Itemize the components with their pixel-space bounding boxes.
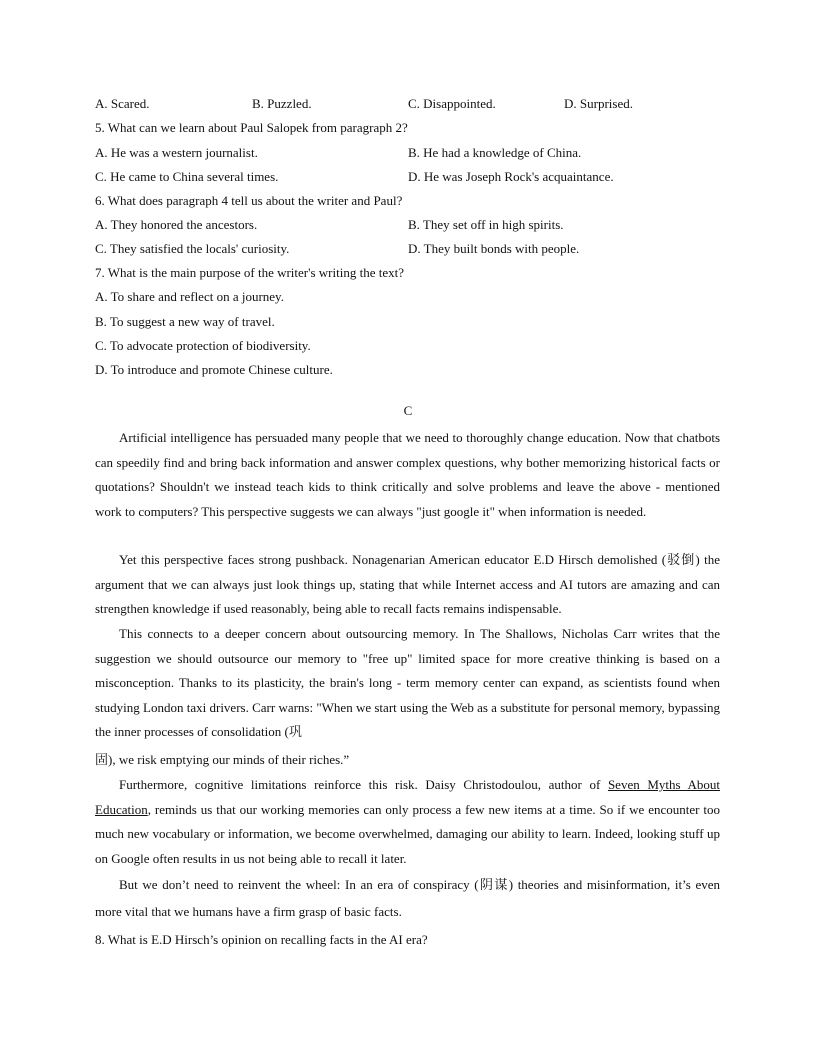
section-heading: C [403,403,413,418]
passage-paragraph-3: This connects to a deeper concern about outsourcing memory. In The Shallows, Nicholas Carr writes that the suggestion we should outsource our memory to "free up" limited space for more creative thinking is based on a misconception. Thanks to its plasticity, the brain's long - term memory center can expand, as scientists found when studying London taxi drivers. Carr warns: "When we start using the Web as a substitute for personal memory, bypassing the inner processes of consolidation (巩 [95,626,720,739]
q5-option-d: D. He was Joseph Rock's acquaintance. [408,169,614,184]
q6-option-a: A. They honored the ancestors. [95,217,258,232]
q5-option-a: A. He was a western journalist. [95,145,258,160]
passage-paragraph-3-continued: 固), we risk emptying our minds of their riches.” [95,752,350,767]
q7-option-d: D. To introduce and promote Chinese culture. [95,362,333,377]
q5-question: 5. What can we learn about Paul Salopek from paragraph 2? [95,120,408,135]
q6-option-c: C. They satisfied the locals' curiosity. [95,241,290,256]
q4-option-c: C. Disappointed. [408,96,496,111]
q4-option-a: A. Scared. [95,96,150,111]
paragraph-4-lead: Furthermore, cognitive limitations reinforce this risk. Daisy Christodoulou, author of [119,777,608,792]
paragraph-4-rest: , reminds us that our working memories can only process a few new items at a time. So if we encounter too much new vocabulary or information, we become overwhelmed, damaging our ability to learn. Indeed, looking stuff up on Google often results in us not being able to recall it later. [95,801,720,866]
q6-option-b: B. They set off in high spirits. [408,217,564,232]
passage-paragraph-4 [95,773,720,871]
passage-paragraph-5: But we don’t need to reinvent the wheel: In an era of conspiracy (阴谋) theories and misinformation, it’s even more vital that we humans have a firm grasp of basic facts. [95,877,720,919]
q6-question: 6. What does paragraph 4 tell us about the writer and Paul? [95,193,403,208]
q7-question: 7. What is the main purpose of the writer's writing the text? [95,265,404,280]
q4-option-b: B. Puzzled. [252,96,312,111]
q7-option-b: B. To suggest a new way of travel. [95,314,275,329]
passage-paragraph-2: Yet this perspective faces strong pushback. Nonagenarian American educator E.D Hirsch demolished (驳倒) the argument that we can always just look things up, stating that while Internet access and AI tutors are amazing and can strengthen knowledge if used reasonably, being able to recall facts remains indispensable. [95,552,720,616]
q5-option-b: B. He had a knowledge of China. [408,145,582,160]
book-title: Seven Myths About Education [95,777,720,817]
q6-option-d: D. They built bonds with people. [408,241,580,256]
passage-paragraph-1: Artificial intelligence has persuaded many people that we need to thoroughly change education. Now that chatbots can speedily find and bring back information and answer complex questions, why bother memorizing historical facts or quotations? Shouldn't we instead teach kids to think critically and solve problems and leave the above - mentioned work to computers? This perspective suggests we can always "just google it" when information is needed. [95,430,720,519]
q5-option-c: C. He came to China several times. [95,169,279,184]
q7-option-a: A. To share and reflect on a journey. [95,289,284,304]
q7-option-c: C. To advocate protection of biodiversity. [95,338,311,353]
q8-question: 8. What is E.D Hirsch’s opinion on recalling facts in the AI era? [95,932,428,947]
q4-option-d: D. Surprised. [564,96,633,111]
